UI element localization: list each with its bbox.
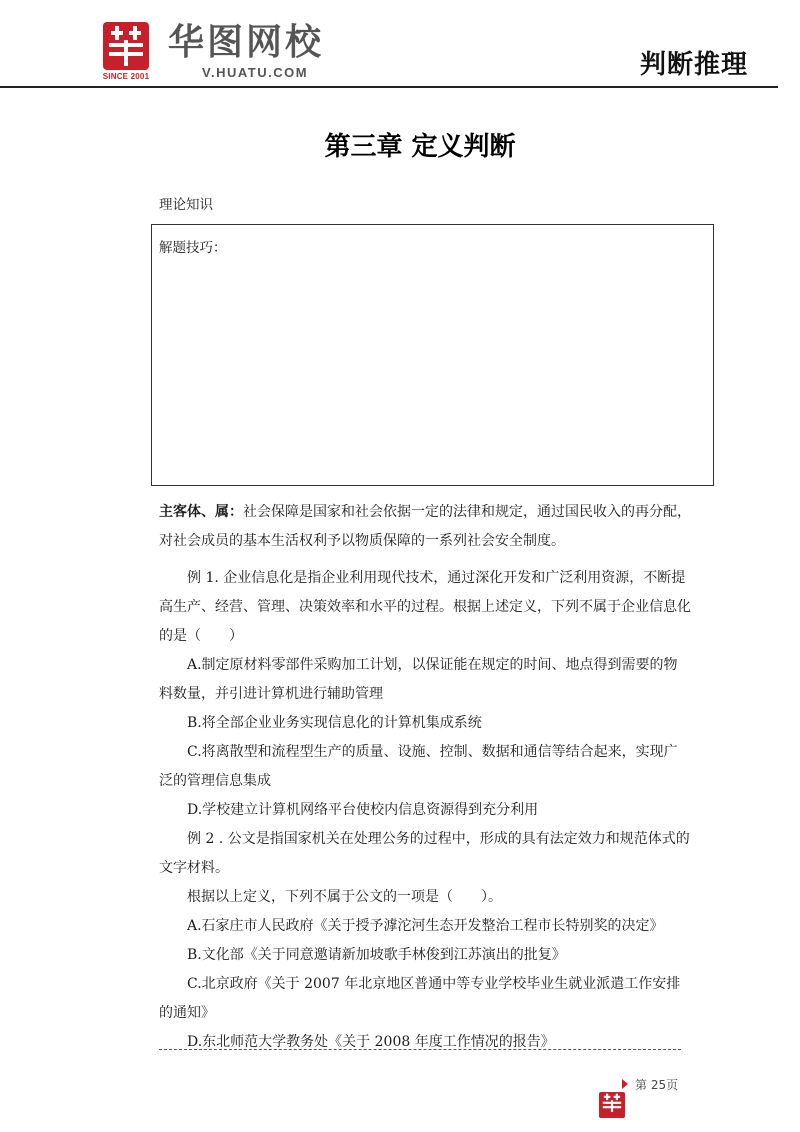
page-number [621,1076,678,1093]
example2-option-d: D.东北师范大学教务处《关于 2008 年度工作情况的报告》 [187,1034,555,1050]
example1-option-d: D.学校建立计算机网络平台使校内信息资源得到充分利用 [187,802,539,818]
logo-url: V.HUATU.COM [202,65,309,80]
document-body [159,498,691,1057]
intro-bold-label: 主客体、属： [159,504,243,520]
example1-option-c: C.将离散型和流程型生产的质量、设施、控制、数据和通信等结合起来，实现广泛的管理信息集成 [159,744,678,789]
chapter-title: 第三章 定义判断 [324,132,516,162]
skills-box-label: 解题技巧： [159,240,227,256]
huatu-logo-badge [103,22,149,70]
example2-question: 根据以上定义，下列不属于公文的一项是（ ）。 [187,889,502,905]
page-number-label: 第 25页 [635,1078,679,1092]
example2-option-a: A.石家庄市人民政府《关于授予滹沱河生态开发整治工程市长特别奖的决定》 [187,918,664,934]
logo-since-text: SINCE 2001 [102,72,150,81]
logo-brand-name: 华图网校 [168,22,325,63]
footer-logo-mark-icon [599,1092,625,1118]
theory-label: 理论知识 [159,197,213,213]
section-title: 判断推理 [639,50,748,80]
intro-text: 社会保障是国家和社会依据一定的法律和规定，通过国民收入的再分配，对社会成员的基本生活权利予以物质保障的一系列社会安全制度。 [159,504,691,549]
example2-option-b: B.文化部《关于同意邀请新加坡歌手林俊到江苏演出的批复》 [187,947,566,963]
example2-option-c: C.北京政府《关于 2007 年北京地区普通中等专业学校毕业生就业派遣工作安排的通知》 [159,976,681,1021]
intro-paragraph [159,498,691,556]
footer-divider [159,1049,681,1050]
example2-stem: 例 2 . 公文是指国家机关在处理公务的过程中，形成的具有法定效力和规范体式的文字材料。 [159,831,690,876]
skills-box [151,224,714,486]
footer-logo-badge [599,1092,625,1118]
example1-stem: 例 1. 企业信息化是指企业利用现代技术，通过深化开发和广泛利用资源，不断提高生产、经营、管理、决策效率和水平的过程。根据上述定义，下列不属于企业信息化的是（ ） [159,570,691,644]
example1-option-b: B.将全部企业业务实现信息化的计算机集成系统 [187,715,482,731]
example1-option-a: A.制定原材料零部件采购加工计划，以保证能在规定的时间、地点得到需要的物料数量，并引进计算机进行辅助管理 [159,657,678,702]
header-divider [0,86,778,88]
huatu-logo-mark-icon [103,22,149,70]
